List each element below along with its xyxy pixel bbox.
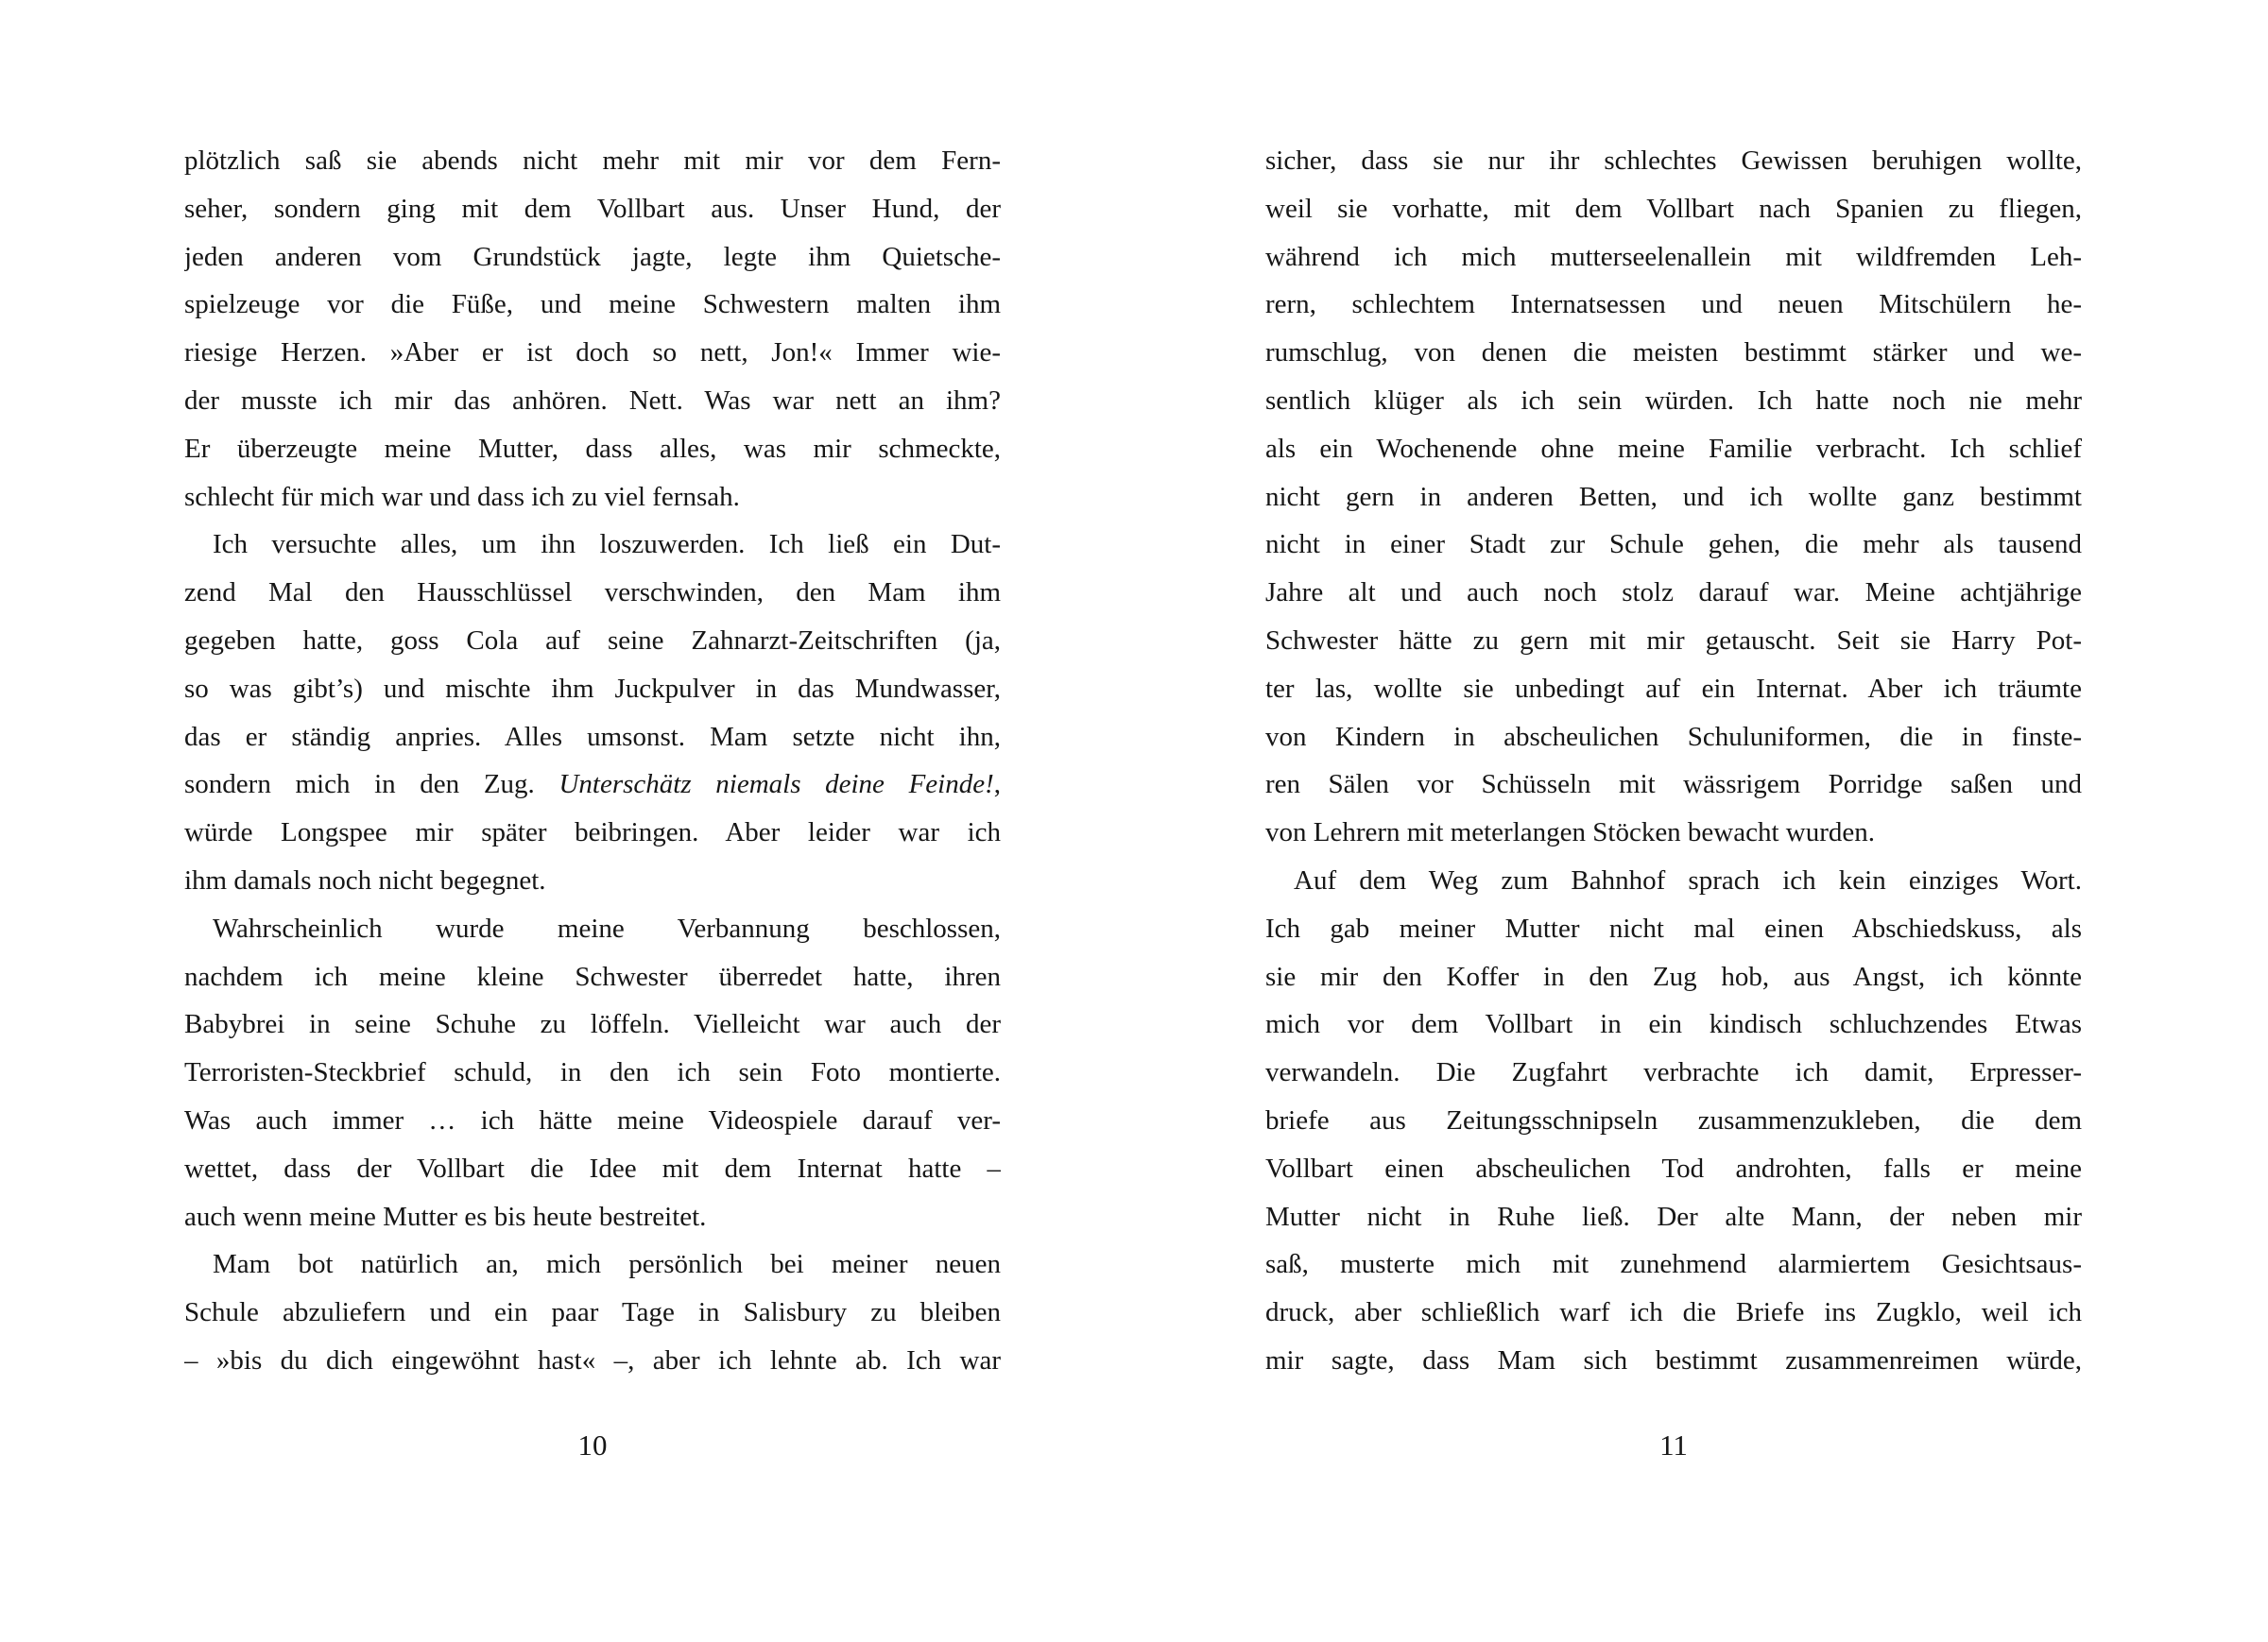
text-run: druck, aber schließlich warf ich die Briefe ins Zugklo, weil ich bbox=[1265, 1297, 2082, 1328]
text-line bbox=[184, 377, 1001, 425]
text-run: riesige Herzen. »Aber er ist doch so nett, Jon!« Immer wie- bbox=[184, 337, 1001, 368]
text-run: Er überzeugte meine Mutter, dass alles, was mir schmeckte, bbox=[184, 433, 1001, 464]
text-run: mir sagte, dass Mam sich bestimmt zusammenreimen würde, bbox=[1265, 1344, 2082, 1376]
text-line bbox=[184, 521, 1001, 569]
text-run: plötzlich saß sie abends nicht mehr mit mir vor dem Fern- bbox=[184, 145, 1001, 176]
text-line bbox=[1265, 569, 2082, 617]
text-run: nachdem ich meine kleine Schwester überredet hatte, ihren bbox=[184, 961, 1001, 992]
text-line bbox=[184, 1097, 1001, 1145]
text-run: rumschlug, von denen die meisten bestimmt stärker und we- bbox=[1265, 337, 2082, 368]
text-run: Terroristen-Steckbrief schuld, in den ich sein Foto montierte. bbox=[184, 1057, 1001, 1088]
italic-text-run: Unterschätz niemals deine Feinde! bbox=[558, 769, 994, 800]
text-run: – »bis du dich eingewöhnt hast« –, aber ich lehnte ab. Ich war bbox=[184, 1344, 1001, 1376]
text-run: von Kindern in abscheulichen Schuluniformen, die in finste- bbox=[1265, 721, 2082, 752]
text-line bbox=[184, 1240, 1001, 1289]
text-run: ter las, wollte sie unbedingt auf ein Internat. Aber ich träumte bbox=[1265, 673, 2082, 704]
text-line bbox=[184, 1289, 1001, 1337]
text-line bbox=[184, 425, 1001, 473]
text-run: Schule abzuliefern und ein paar Tage in Salisbury zu bleiben bbox=[184, 1297, 1001, 1328]
text-line bbox=[1265, 905, 2082, 953]
text-run: seher, sondern ging mit dem Vollbart aus. Unser Hund, der bbox=[184, 193, 1001, 224]
text-run: Ich gab meiner Mutter nicht mal einen Abschiedskuss, als bbox=[1265, 913, 2082, 944]
text-run: nicht gern in anderen Betten, und ich wollte ganz bestimmt bbox=[1265, 481, 2082, 512]
text-line bbox=[1265, 665, 2082, 713]
text-run: als ein Wochenende ohne meine Familie verbracht. Ich schlief bbox=[1265, 433, 2082, 464]
text-line bbox=[1265, 1289, 2082, 1337]
text-line bbox=[1265, 473, 2082, 522]
text-run: Ich versuchte alles, um ihn loszuwerden. Ich ließ ein Dut- bbox=[213, 529, 1001, 560]
text-run: auch wenn meine Mutter es bis heute bestreitet. bbox=[184, 1201, 707, 1232]
text-line bbox=[1265, 521, 2082, 569]
text-line bbox=[184, 713, 1001, 761]
text-run: Vollbart einen abscheulichen Tod androhten, falls er meine bbox=[1265, 1153, 2082, 1184]
text-run: das er ständig anpries. Alles umsonst. Mam setzte nicht ihn, bbox=[184, 721, 1001, 752]
text-line bbox=[184, 1337, 1001, 1385]
text-run: jeden anderen vom Grundstück jagte, legte ihm Quietsche- bbox=[184, 241, 1001, 272]
text-run: mich vor dem Vollbart in ein kindisch schluchzendes Etwas bbox=[1265, 1009, 2082, 1040]
text-run: nicht in einer Stadt zur Schule gehen, die mehr als tausend bbox=[1265, 529, 2082, 560]
text-line bbox=[1265, 1001, 2082, 1049]
text-line bbox=[184, 905, 1001, 953]
text-line bbox=[184, 1145, 1001, 1193]
text-line bbox=[1265, 857, 2082, 905]
text-line bbox=[1265, 425, 2082, 473]
text-line bbox=[184, 809, 1001, 857]
text-line bbox=[1265, 1193, 2082, 1241]
text-line bbox=[184, 137, 1001, 185]
text-line bbox=[1265, 281, 2082, 329]
text-run: schlecht für mich war und dass ich zu viel fernsah. bbox=[184, 481, 740, 512]
text-run: gegeben hatte, goss Cola auf seine Zahnarzt-Zeitschriften (ja, bbox=[184, 624, 1001, 656]
text-run: wettet, dass der Vollbart die Idee mit dem Internat hatte – bbox=[184, 1153, 1001, 1184]
text-run: sicher, dass sie nur ihr schlechtes Gewissen beruhigen wollte, bbox=[1265, 145, 2082, 176]
text-run: sie mir den Koffer in den Zug hob, aus Angst, ich könnte bbox=[1265, 961, 2082, 992]
text-line bbox=[184, 857, 1001, 905]
text-run: briefe aus Zeitungsschnipseln zusammenzukleben, die dem bbox=[1265, 1104, 2082, 1136]
text-line bbox=[1265, 1337, 2082, 1385]
text-line bbox=[184, 761, 1001, 809]
text-line bbox=[1265, 953, 2082, 1001]
text-run: Was auch immer … ich hätte meine Videospiele darauf ver- bbox=[184, 1104, 1001, 1136]
text-line bbox=[1265, 329, 2082, 377]
text-run: saß, musterte mich mit zunehmend alarmiertem Gesichtsaus- bbox=[1265, 1249, 2082, 1280]
text-run: während ich mich mutterseelenallein mit wildfremden Leh- bbox=[1265, 241, 2082, 272]
text-line bbox=[1265, 377, 2082, 425]
text-line bbox=[184, 1049, 1001, 1097]
text-run: Mam bot natürlich an, mich persönlich bei meiner neuen bbox=[213, 1249, 1001, 1280]
page-right-number: 11 bbox=[1659, 1428, 1688, 1462]
text-run: Babybrei in seine Schuhe zu löffeln. Vielleicht war auch der bbox=[184, 1009, 1001, 1040]
text-line bbox=[1265, 1097, 2082, 1145]
text-line bbox=[1265, 809, 2082, 857]
text-line bbox=[1265, 137, 2082, 185]
text-line bbox=[1265, 233, 2082, 282]
text-run: so was gibt’s) und mischte ihm Juckpulver in das Mundwasser, bbox=[184, 673, 1001, 704]
text-run: rern, schlechtem Internatsessen und neuen Mitschülern he- bbox=[1265, 289, 2082, 320]
text-line bbox=[1265, 1240, 2082, 1289]
text-line bbox=[184, 329, 1001, 377]
text-run: der musste ich mir das anhören. Nett. Was war nett an ihm? bbox=[184, 385, 1001, 416]
text-line bbox=[184, 665, 1001, 713]
text-line bbox=[184, 569, 1001, 617]
text-line bbox=[1265, 761, 2082, 809]
text-run: von Lehrern mit meterlangen Stöcken bewacht wurden. bbox=[1265, 817, 1876, 848]
text-run: spielzeuge vor die Füße, und meine Schwestern malten ihm bbox=[184, 289, 1001, 320]
text-line bbox=[1265, 185, 2082, 233]
text-line bbox=[1265, 713, 2082, 761]
text-line bbox=[184, 281, 1001, 329]
page-left-text bbox=[184, 137, 1001, 1385]
text-line bbox=[184, 953, 1001, 1001]
text-run: sentlich klüger als ich sein würden. Ich hatte noch nie mehr bbox=[1265, 385, 2082, 416]
text-run: Mutter nicht in Ruhe ließ. Der alte Mann, der neben mir bbox=[1265, 1201, 2082, 1232]
text-line bbox=[184, 617, 1001, 665]
text-run: verwandeln. Die Zugfahrt verbrachte ich damit, Erpresser- bbox=[1265, 1057, 2082, 1088]
text-run: zend Mal den Hausschlüssel verschwinden, den Mam ihm bbox=[184, 577, 1001, 608]
text-line bbox=[184, 1001, 1001, 1049]
text-line bbox=[1265, 1049, 2082, 1097]
page-left-number: 10 bbox=[577, 1428, 608, 1462]
text-run: Wahrscheinlich wurde meine Verbannung beschlossen, bbox=[213, 913, 1001, 944]
text-line bbox=[184, 185, 1001, 233]
text-run: Schwester hätte zu gern mit mir getauscht. Seit sie Harry Pot- bbox=[1265, 624, 2082, 656]
text-run: ihm damals noch nicht begegnet. bbox=[184, 864, 546, 896]
text-run: würde Longspee mir später beibringen. Aber leider war ich bbox=[184, 817, 1001, 848]
text-line bbox=[1265, 617, 2082, 665]
text-run: weil sie vorhatte, mit dem Vollbart nach Spanien zu fliegen, bbox=[1265, 193, 2082, 224]
text-line bbox=[1265, 1145, 2082, 1193]
text-line bbox=[184, 233, 1001, 282]
page-right-text bbox=[1265, 137, 2082, 1385]
text-line bbox=[184, 1193, 1001, 1241]
text-run: Auf dem Weg zum Bahnhof sprach ich kein einziges Wort. bbox=[1294, 864, 2082, 896]
text-run: Jahre alt und auch noch stolz darauf war. Meine achtjährige bbox=[1265, 577, 2082, 608]
text-run: , bbox=[993, 769, 1001, 800]
text-run: sondern mich in den Zug. bbox=[184, 769, 559, 800]
text-line bbox=[184, 473, 1001, 522]
text-run: ren Sälen vor Schüsseln mit wässrigem Porridge saßen und bbox=[1265, 769, 2082, 800]
